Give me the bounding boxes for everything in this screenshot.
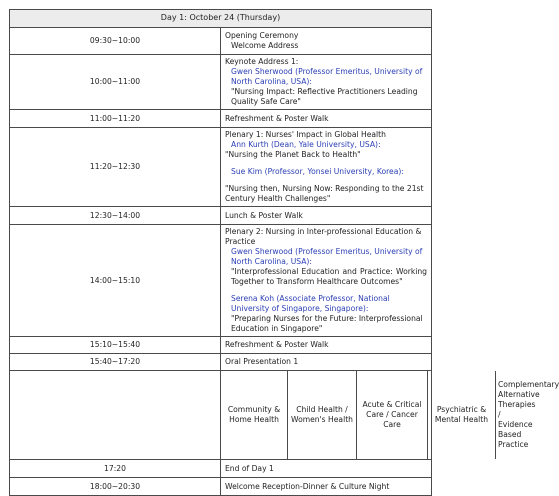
talk-title: "Preparing Nurses for the Future: Interprofessional Education in Singapore" [231,314,423,334]
time-cell: 12:30~14:00 [10,207,221,225]
category-cell [221,371,559,460]
content-cell [221,28,432,55]
table-row [10,337,432,354]
time-cell: 11:20~12:30 [10,128,221,207]
talk-title: "Nursing then, Nursing Now: Responding to the 21st Century Health Challenges" [225,184,424,204]
time-cell: 15:40~17:20 [10,354,221,371]
content-cell [221,55,432,110]
table-row [10,110,432,128]
category-row [10,371,432,460]
table-row [10,207,432,225]
time-cell: 14:00~15:10 [10,225,221,337]
table-row [10,28,432,55]
day-title: Day 1: October 24 (Thursday) [10,10,432,28]
time-cell: 09:30~10:00 [10,28,221,55]
table-row [10,354,432,371]
category-table: Community & Home Health Child Health / Women's Health Acute & Critical Care / Cancer Care Psychiatric & Mental Health Complementary Alternative Therapies / Evidence Based Practice [221,371,496,459]
session-title: Plenary 1: Nurses' Impact in Global Health [225,130,386,140]
talk-title: "Nursing the Planet Back to Health" [225,150,361,160]
table-row [10,55,432,110]
category-item: Child Health / Women's Health [288,371,357,459]
talk-title: "Nursing Impact: Reflective Practitioners Leading Quality Safe Care" [231,87,418,107]
table-row [10,128,432,207]
speaker-name: Sue Kim (Professor, Yonsei University, Korea): [231,167,404,177]
speaker-name: Gwen Sherwood (Professor Emeritus, University of North Carolina, USA): [231,67,423,87]
schedule-table [9,9,559,496]
table-row [10,478,432,496]
table-row [10,225,432,337]
content-cell: End of Day 1 [221,460,432,478]
time-cell: 18:00~20:30 [10,478,221,496]
session-title: Keynote Address 1: [225,57,299,66]
content-cell: Refreshment & Poster Walk [221,110,432,128]
time-cell: 17:20 [10,460,221,478]
content-cell: Refreshment & Poster Walk [221,337,432,354]
content-cell [221,128,432,207]
category-item: Psychiatric & Mental Health [428,371,496,459]
table-row [10,460,432,478]
time-cell-empty [10,371,221,460]
speaker-name: Ann Kurth (Dean, Yale University, USA): [231,140,381,150]
category-item: Community & Home Health [227,405,281,425]
content-cell: Oral Presentation 1 [221,354,432,371]
session-subtitle: Welcome Address [231,41,299,50]
content-cell: Welcome Reception-Dinner & Culture Night [221,478,432,496]
talk-title: "Interprofessional Education and Practice: Working Together to Transform Healthcare Outcomes" [231,267,427,287]
day-header-row [10,10,432,28]
session-title: Opening Ceremony [225,30,299,40]
content-cell [221,225,432,337]
speaker-name: Serena Koh (Associate Professor, National University of Singapore, Singapore): [231,294,390,314]
category-item: Acute & Critical Care / Cancer Care [357,371,428,459]
session-title: Plenary 2: Nursing in Inter-professional Education & Practice [225,227,422,247]
speaker-name: Gwen Sherwood (Professor Emeritus, University of North Carolina, USA): [231,247,423,267]
content-cell: Lunch & Poster Walk [221,207,432,225]
time-cell: 10:00~11:00 [10,55,221,110]
time-cell: 11:00~11:20 [10,110,221,128]
time-cell: 15:10~15:40 [10,337,221,354]
